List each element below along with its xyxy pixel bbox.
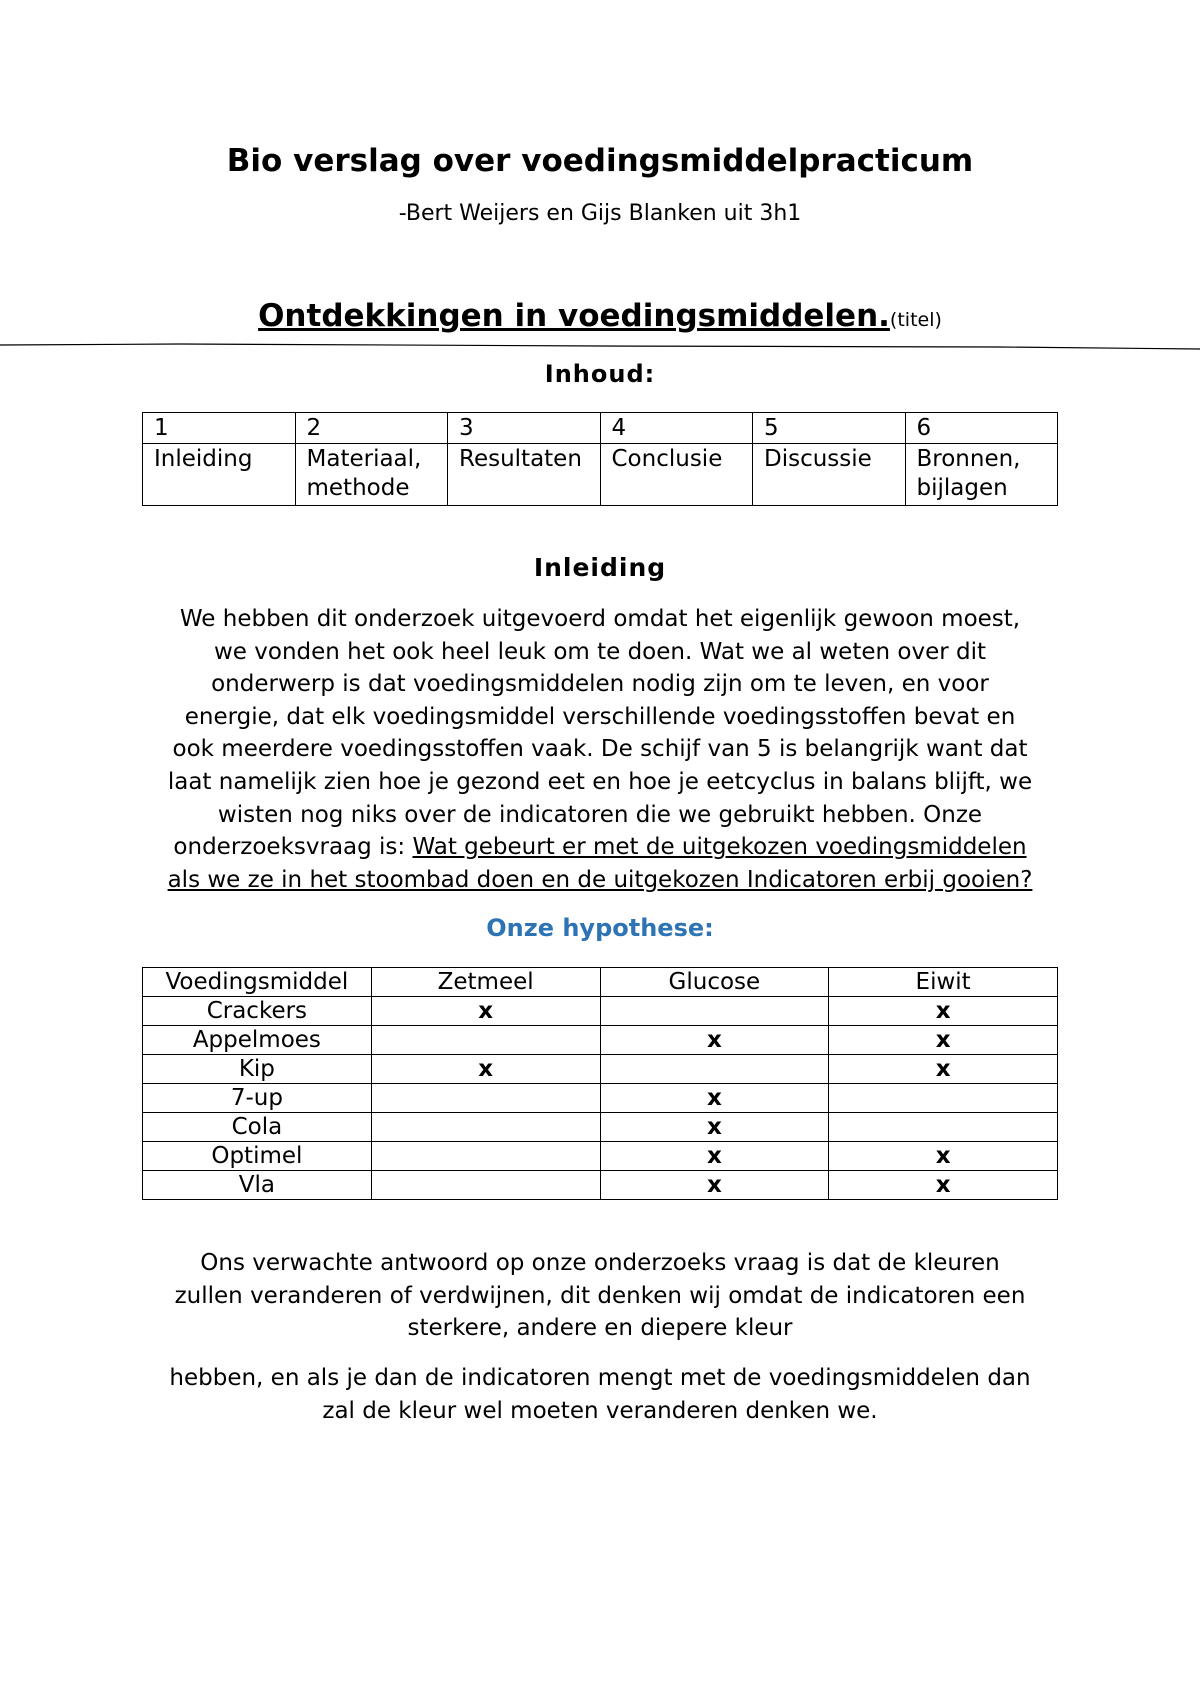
toc-label: Materiaal, methode: [295, 444, 448, 506]
toc-label: Discussie: [753, 444, 906, 506]
hypothesis-header-row: [143, 968, 1058, 997]
toc-number: 4: [600, 413, 753, 444]
table-cell: x: [600, 1113, 829, 1142]
toc-number: 2: [295, 413, 448, 444]
table-cell: x: [371, 1055, 600, 1084]
food-name: Optimel: [143, 1142, 372, 1171]
table-cell: x: [600, 1171, 829, 1200]
table-cell: x: [600, 1026, 829, 1055]
report-heading: [0, 298, 1200, 334]
report-heading-text: Ontdekkingen in voedingsmiddelen.: [258, 298, 890, 334]
table-cell: x: [600, 1084, 829, 1113]
document-title: Bio verslag over voedingsmiddelpracticum: [226, 143, 974, 179]
table-cell: x: [829, 997, 1058, 1026]
toc-label: Inleiding: [143, 444, 296, 506]
table-cell: [371, 1113, 600, 1142]
table-cell: x: [829, 1026, 1058, 1055]
column-header: Zetmeel: [371, 968, 600, 997]
toc-number: 1: [143, 413, 296, 444]
toc-label: Bronnen, bijlagen: [905, 444, 1058, 506]
intro-heading: Inleiding: [533, 553, 667, 582]
toc-label: Conclusie: [600, 444, 753, 506]
hypothesis-table: [142, 967, 1058, 1200]
toc-number: 6: [905, 413, 1058, 444]
table-row: [143, 1142, 1058, 1171]
toc-number: 5: [753, 413, 906, 444]
food-name: Kip: [143, 1055, 372, 1084]
table-cell: x: [829, 1142, 1058, 1171]
table-cell: x: [829, 1171, 1058, 1200]
expected-answer-paragraph: Ons verwachte antwoord op onze onderzoeks vraag is dat de kleuren zullen veranderen of verdwijnen, dit denken wij omdat de indicatoren een sterkere, andere en diepere kleur: [174, 1250, 1026, 1342]
horizontal-rule: [0, 341, 1200, 351]
report-heading-note: (titel): [889, 309, 942, 331]
document-authors: -Bert Weijers en Gijs Blanken uit 3h1: [398, 201, 802, 226]
food-name: 7-up: [143, 1084, 372, 1113]
table-row: [143, 1113, 1058, 1142]
food-name: Appelmoes: [143, 1026, 372, 1055]
table-row: [143, 1084, 1058, 1113]
toc-label-row: [143, 444, 1058, 506]
table-cell: x: [829, 1055, 1058, 1084]
expected-answer-paragraph-cont: hebben, en als je dan de indicatoren mengt met de voedingsmiddelen dan zal de kleur wel moeten veranderen denken we.: [169, 1365, 1031, 1424]
column-header: Voedingsmiddel: [143, 968, 372, 997]
table-cell: [600, 1055, 829, 1084]
table-cell: [600, 997, 829, 1026]
toc-table: [142, 412, 1058, 506]
table-cell: [829, 1113, 1058, 1142]
column-header: Eiwit: [829, 968, 1058, 997]
table-cell: x: [600, 1142, 829, 1171]
food-name: Cola: [143, 1113, 372, 1142]
research-question: Wat gebeurt er met de uitgekozen voedingsmiddelen: [412, 834, 1027, 861]
toc-heading: Inhoud:: [544, 360, 656, 388]
table-cell: [371, 1084, 600, 1113]
table-row: [143, 1171, 1058, 1200]
food-name: Crackers: [143, 997, 372, 1026]
hypothesis-heading: Onze hypothese:: [486, 914, 714, 942]
table-cell: x: [371, 997, 600, 1026]
food-name: Vla: [143, 1171, 372, 1200]
column-header: Glucose: [600, 968, 829, 997]
toc-number-row: [143, 413, 1058, 444]
table-row: [143, 1026, 1058, 1055]
table-row: [143, 997, 1058, 1026]
table-cell: [371, 1142, 600, 1171]
table-row: [143, 1055, 1058, 1084]
toc-label: Resultaten: [448, 444, 601, 506]
intro-paragraph: We hebben dit onderzoek uitgevoerd omdat het eigenlijk gewoon moest, we vonden het ook heel leuk om te doen. Wat we al weten over dit onderwerp is dat voedingsmiddelen nodig zijn om te leven, en voor energie, dat elk voedingsmiddel verschillende voedingsstoffen bevat en ook meerdere voedingsstoffen vaak. De schijf van 5 is belangrijk want dat laat namelijk zien hoe je gezond eet en hoe je eetcyclus in balans blijft, we wisten nog niks over de indicatoren die we gebruikt hebben. Onze onderzoeksvraag is: Wat gebeurt er met de uitgekozen voedingsmiddelen als we ze in het stoombad doen en de uitgekozen Indicatoren erbij gooien?: [167, 606, 1033, 893]
table-cell: [371, 1171, 600, 1200]
table-cell: [829, 1084, 1058, 1113]
table-cell: [371, 1026, 600, 1055]
toc-number: 3: [448, 413, 601, 444]
research-question-cont: als we ze in het stoombad doen en de uitgekozen Indicatoren erbij gooien?: [167, 866, 1033, 893]
